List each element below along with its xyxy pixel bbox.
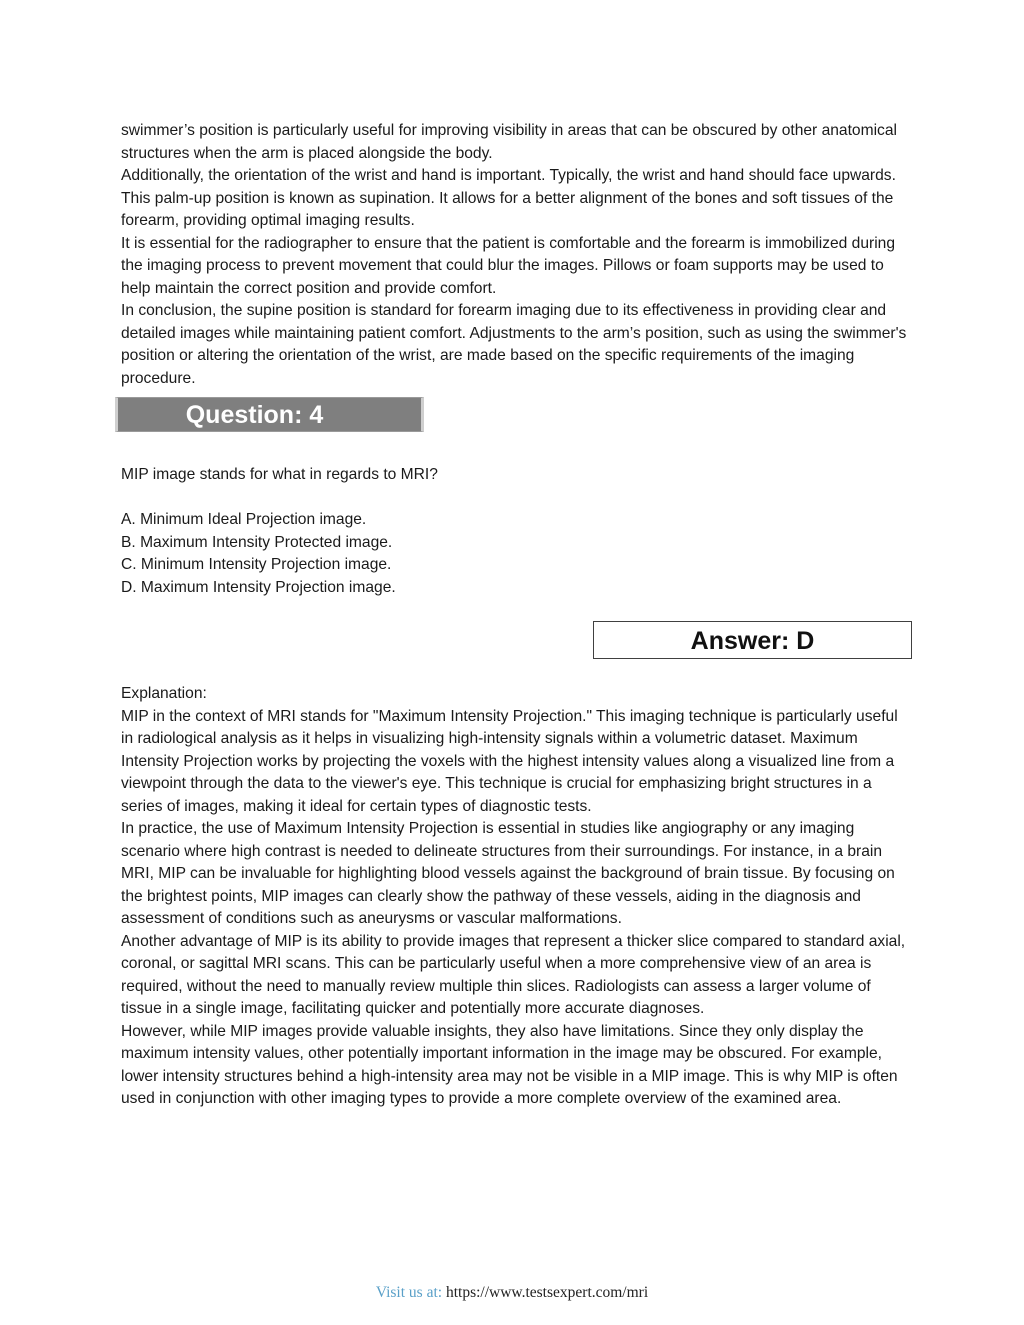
question-banner: Question: 4 xyxy=(115,397,424,432)
footer-visit-label: Visit us at: xyxy=(375,1284,443,1301)
intro-paragraph: In conclusion, the supine position is standard for forearm imaging due to its effectiveness in providing clear and detailed images while maintaining patient comfort. Adjustments to the arm’s position, such as using the swimmer's position or altering the orientation of the wrist, are made based on the specific requirements of the imaging procedure. xyxy=(121,302,907,387)
answer-options xyxy=(121,509,911,599)
footer-url-link[interactable]: https://www.testsexpert.com/mri xyxy=(445,1284,649,1301)
option-c: C. Minimum Intensity Projection image. xyxy=(121,556,392,573)
explanation-paragraph: However, while MIP images provide valuable insights, they also have limitations. Since they only display the maximum intensity values, other potentially important information in the image may be obscured. For example, lower intensity structures behind a high-intensity area may not be visible in a MIP image. This is why MIP is often used in conjunction with other imaging types to provide a more complete overview of the examined area. xyxy=(121,1022,898,1107)
page-footer xyxy=(0,1284,1024,1302)
question-text xyxy=(121,464,911,487)
explanation-paragraph: MIP in the context of MRI stands for "Maximum Intensity Projection." This imaging technique is particularly useful in radiological analysis as it helps in visualizing high-intensity signals within a volumetric dataset. Maximum Intensity Projection works by projecting the voxels with the highest intensity values along a visualized line from a viewpoint through the data to the viewer's eye. This technique is crucial for emphasizing bright structures in a series of images, making it ideal for certain types of diagnostic tests. xyxy=(121,707,898,815)
answer-box: Answer: D xyxy=(593,621,912,659)
intro-paragraph: swimmer’s position is particularly useful for improving visibility in areas that can be obscured by other anatomical structures when the arm is placed alongside the body. xyxy=(121,122,897,162)
explanation-paragraph: Another advantage of MIP is its ability to provide images that represent a thicker slice compared to standard axial, coronal, or sagittal MRI scans. This can be particularly useful when a more comprehensive view of an area is required, without the need to manually review multiple thin slices. Radiologists can assess a larger volume of tissue in a single image, facilitating quicker and potentially more accurate diagnoses. xyxy=(121,932,906,1017)
option-d: D. Maximum Intensity Projection image. xyxy=(121,578,396,596)
explanation-heading: Explanation: xyxy=(121,685,207,702)
intro-text xyxy=(121,120,911,390)
option-b: B. Maximum Intensity Protected image. xyxy=(121,533,393,551)
intro-paragraph: It is essential for the radiographer to ensure that the patient is comfortable and the forearm is immobilized during the imaging process to prevent movement that could blur the images. Pillows or foam supports may be used to help maintain the correct position and provide comfort. xyxy=(121,234,896,297)
explanation-paragraph: In practice, the use of Maximum Intensity Projection is essential in studies like angiography or any imaging scenario where high contrast is needed to delineate structures from their surroundings. For instance, in a brain MRI, MIP can be invaluable for highlighting blood vessels against the background of brain tissue. By focusing on the brightest points, MIP images can clearly show the pathway of these vessels, aiding in the diagnosis and assessment of conditions such as aneurysms or vascular malformations. xyxy=(121,820,895,927)
intro-paragraph: Additionally, the orientation of the wrist and hand is important. Typically, the wrist and hand should face upwards. This palm-up position is known as supination. It allows for a better alignment of the bones and soft tissues of the forearm, providing optimal imaging results. xyxy=(121,167,896,229)
question-prompt: MIP image stands for what in regards to MRI? xyxy=(121,466,438,483)
explanation-section xyxy=(121,683,911,1111)
option-a: A. Minimum Ideal Projection image. xyxy=(121,511,367,528)
